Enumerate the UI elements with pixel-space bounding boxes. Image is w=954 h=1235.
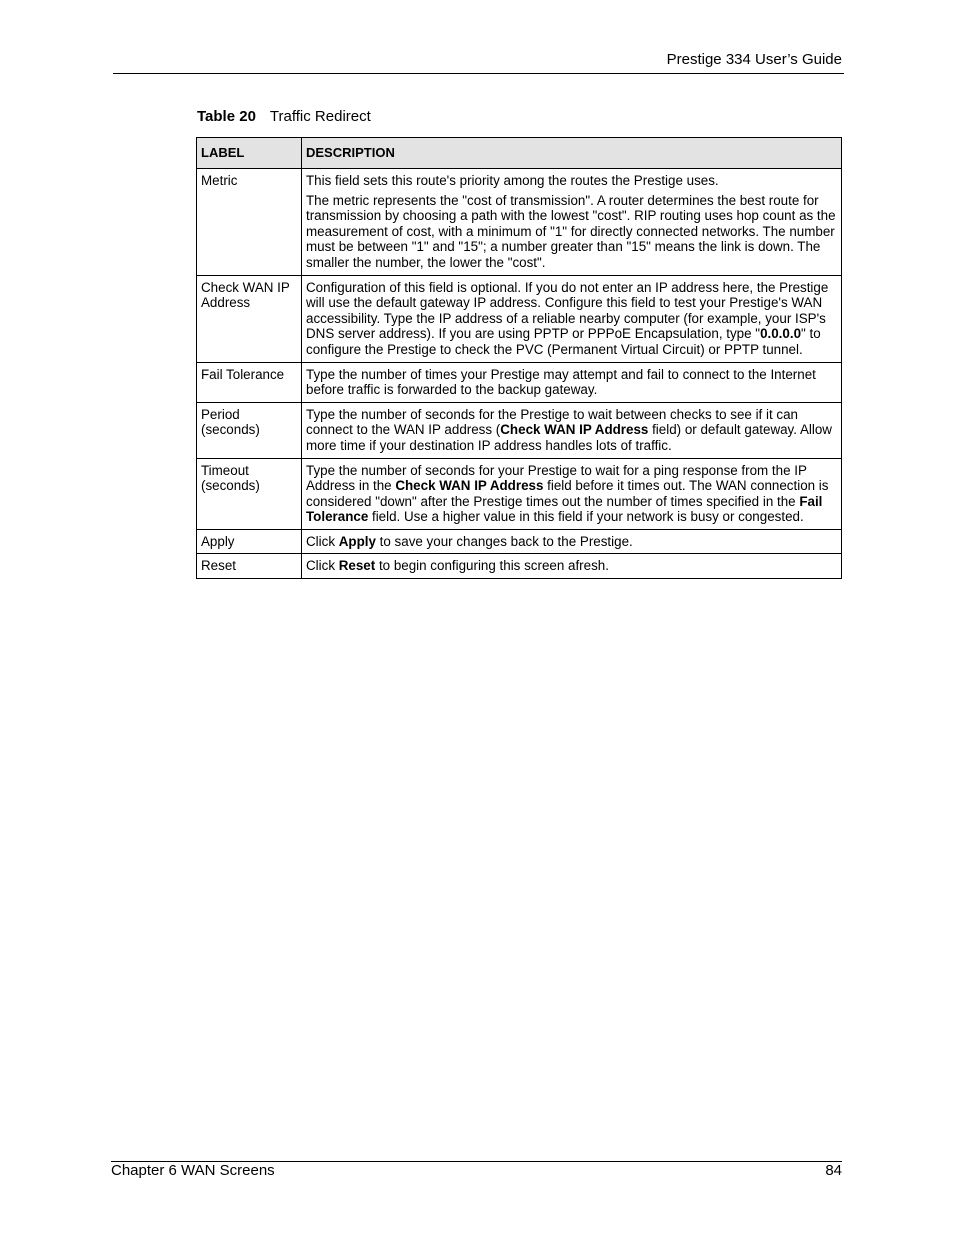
- column-header-description: DESCRIPTION: [302, 138, 842, 169]
- field-name-bold: Apply: [338, 533, 376, 549]
- row-label: Fail Tolerance: [197, 362, 302, 402]
- row-label: Timeout (seconds): [197, 458, 302, 529]
- table-caption: [197, 108, 371, 125]
- table-header-row: [197, 138, 842, 169]
- description-text: field) or default gateway. Allow more time if your destination IP address handles lots of traffic.: [306, 422, 832, 453]
- description-text: to save your changes back to the Prestige.: [375, 533, 633, 549]
- description-text: to begin configuring this screen afresh.: [375, 558, 609, 574]
- table-row: [197, 169, 842, 276]
- description-text: Type the number of seconds for the Prestige to wait between checks to see if it can connect to the WAN IP address (: [306, 406, 799, 438]
- description-text: Type the number of seconds for your Prestige to wait for a ping response from the IP Address in the: [306, 462, 807, 494]
- table-body: [197, 169, 842, 579]
- field-name-bold: Check WAN IP Address: [500, 422, 649, 438]
- column-header-label: LABEL: [197, 138, 302, 169]
- table-row: [197, 529, 842, 554]
- row-description: [302, 554, 842, 579]
- description-text: field. Use a higher value in this field if your network is busy or congested.: [368, 509, 804, 525]
- description-paragraph: [306, 367, 837, 398]
- description-text: Configuration of this field is optional. If you do not enter an IP address here, the Prestige will use the default gateway IP address. Configure this field to test your Prestige's WAN accessibility. Type the IP address of a reliable nearby computer (for example, your ISP's DNS server address). If you are using PPTP or PPPoE Encapsulation, type ": [306, 279, 829, 342]
- description-text: Type the number of times your Prestige may attempt and fail to connect to the Internet before traffic is forwarded to the backup gateway.: [306, 366, 816, 398]
- description-text: Click: [306, 558, 339, 574]
- description-paragraph: [306, 193, 837, 271]
- field-name-bold: 0.0.0.0: [760, 326, 802, 342]
- description-paragraph: [306, 407, 837, 454]
- row-label: Metric: [197, 169, 302, 276]
- field-name-bold: Check WAN IP Address: [395, 478, 544, 494]
- row-description: [302, 362, 842, 402]
- field-name-bold: Fail Tolerance: [306, 493, 823, 525]
- field-name-bold: Reset: [338, 558, 376, 574]
- description-text: field before it times out. The WAN connection is considered "down" after the Prestige times out the number of times specified in the: [306, 478, 829, 509]
- table-number: Table 20: [197, 108, 256, 125]
- row-description: [302, 402, 842, 458]
- description-paragraph: [306, 280, 837, 358]
- description-text: The metric represents the "cost of transmission". A router determines the best route for transmission by choosing a path with the lowest "cost". RIP routing uses hop count as the measurement of cost, with a minimum of "1" for directly connected networks. The number must be between "1" and "15"; a number greater than "15" means the link is down. The smaller the number, the lower the "cost".: [306, 192, 836, 270]
- row-description: [302, 169, 842, 276]
- table-row: [197, 275, 842, 362]
- description-text: " to configure the Prestige to check the PVC (Permanent Virtual Circuit) or PPTP tunnel.: [306, 326, 821, 357]
- table-row: [197, 402, 842, 458]
- footer-page-number: 84: [825, 1162, 842, 1179]
- row-label: Check WAN IP Address: [197, 275, 302, 362]
- row-description: [302, 275, 842, 362]
- description-paragraph: [306, 558, 837, 574]
- description-text: Click: [306, 533, 339, 549]
- table-row: [197, 554, 842, 579]
- description-paragraph: [306, 463, 837, 525]
- table-row: [197, 458, 842, 529]
- description-paragraph: [306, 534, 837, 550]
- table-title: Traffic Redirect: [269, 108, 371, 125]
- row-description: [302, 529, 842, 554]
- traffic-redirect-table: [196, 137, 842, 579]
- header-rule: [113, 73, 844, 74]
- description-paragraph: [306, 173, 837, 189]
- row-description: [302, 458, 842, 529]
- row-label: Apply: [197, 529, 302, 554]
- running-header: Prestige 334 User’s Guide: [666, 51, 842, 68]
- footer-chapter: Chapter 6 WAN Screens: [111, 1162, 275, 1179]
- row-label: Period (seconds): [197, 402, 302, 458]
- table-row: [197, 362, 842, 402]
- description-text: This field sets this route's priority among the routes the Prestige uses.: [306, 173, 719, 188]
- row-label: Reset: [197, 554, 302, 579]
